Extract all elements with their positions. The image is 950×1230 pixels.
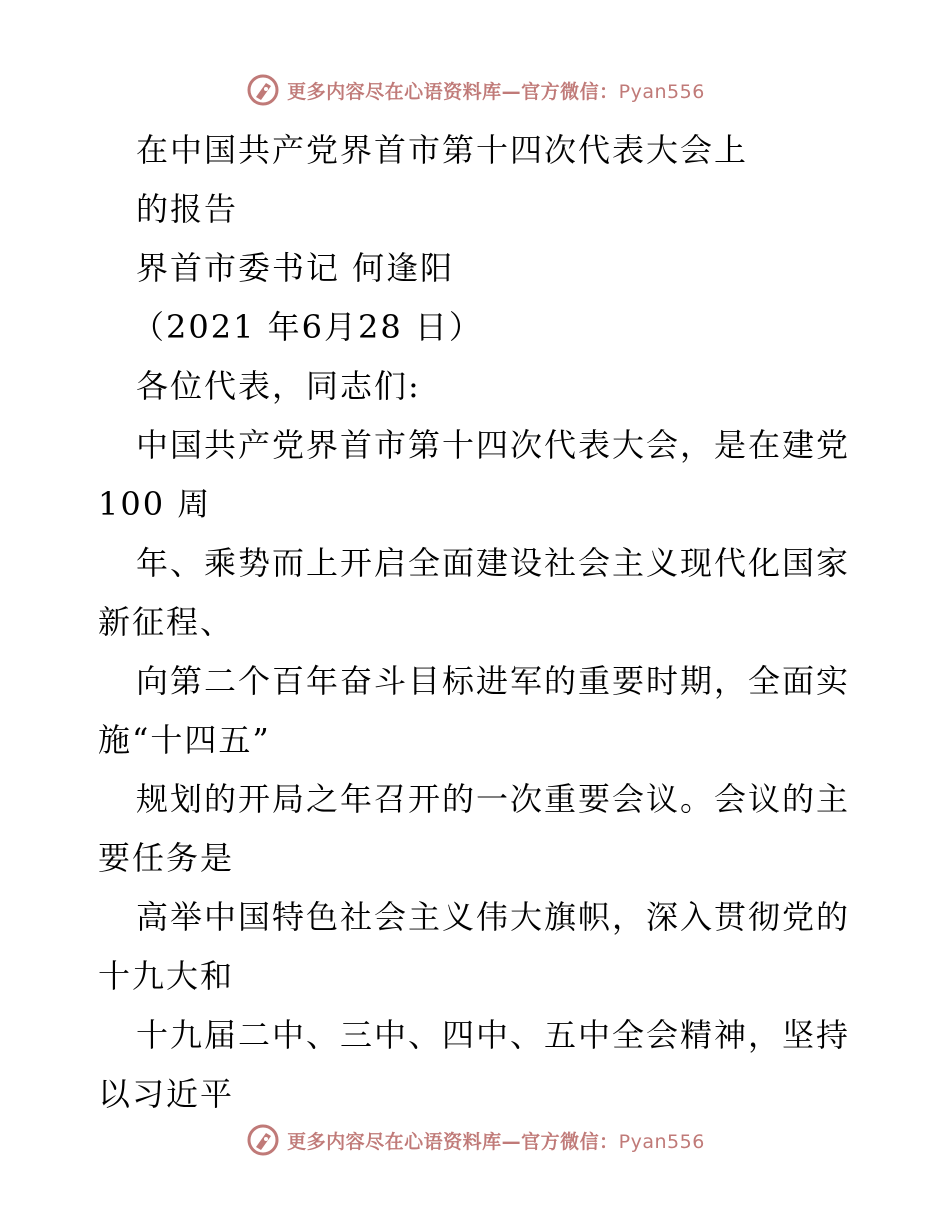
body-line: 以习近平 xyxy=(98,1075,235,1113)
pen-nib-circle-icon xyxy=(245,1122,281,1158)
body-line: 新征程、 xyxy=(98,603,235,641)
date-line: （2021 年6月28 日） xyxy=(132,308,483,346)
body-line: 向第二个百年奋斗目标进军的重要时期，全面实 xyxy=(136,662,851,700)
report-title-line-2: 的报告 xyxy=(136,190,239,228)
author-line: 界首市委书记 何逢阳 xyxy=(136,249,455,287)
body-line: 要任务是 xyxy=(98,839,235,877)
watermark-text: 更多内容尽在心语资料库—官方微信：Pyan556 xyxy=(287,1130,705,1153)
body-line: 年、乘势而上开启全面建设社会主义现代化国家 xyxy=(136,544,851,582)
body-line: 施“十四五” xyxy=(98,721,271,759)
salutation-line: 各位代表，同志们: xyxy=(136,367,421,405)
body-line: 高举中国特色社会主义伟大旗帜，深入贯彻党的 xyxy=(136,898,851,936)
watermark-footer xyxy=(0,1120,950,1160)
pen-nib-circle-icon xyxy=(245,72,281,108)
body-line: 100 周 xyxy=(98,485,212,523)
watermark-header xyxy=(0,70,950,110)
body-line: 中国共产党界首市第十四次代表大会，是在建党 xyxy=(136,426,851,464)
body-line: 十九大和 xyxy=(98,957,235,995)
body-line: 十九届二中、三中、四中、五中全会精神，坚持 xyxy=(136,1016,851,1054)
watermark-text: 更多内容尽在心语资料库—官方微信：Pyan556 xyxy=(287,80,705,103)
report-title-line-1: 在中国共产党界首市第十四次代表大会上 xyxy=(136,131,749,169)
body-line: 规划的开局之年召开的一次重要会议。会议的主 xyxy=(136,780,851,818)
